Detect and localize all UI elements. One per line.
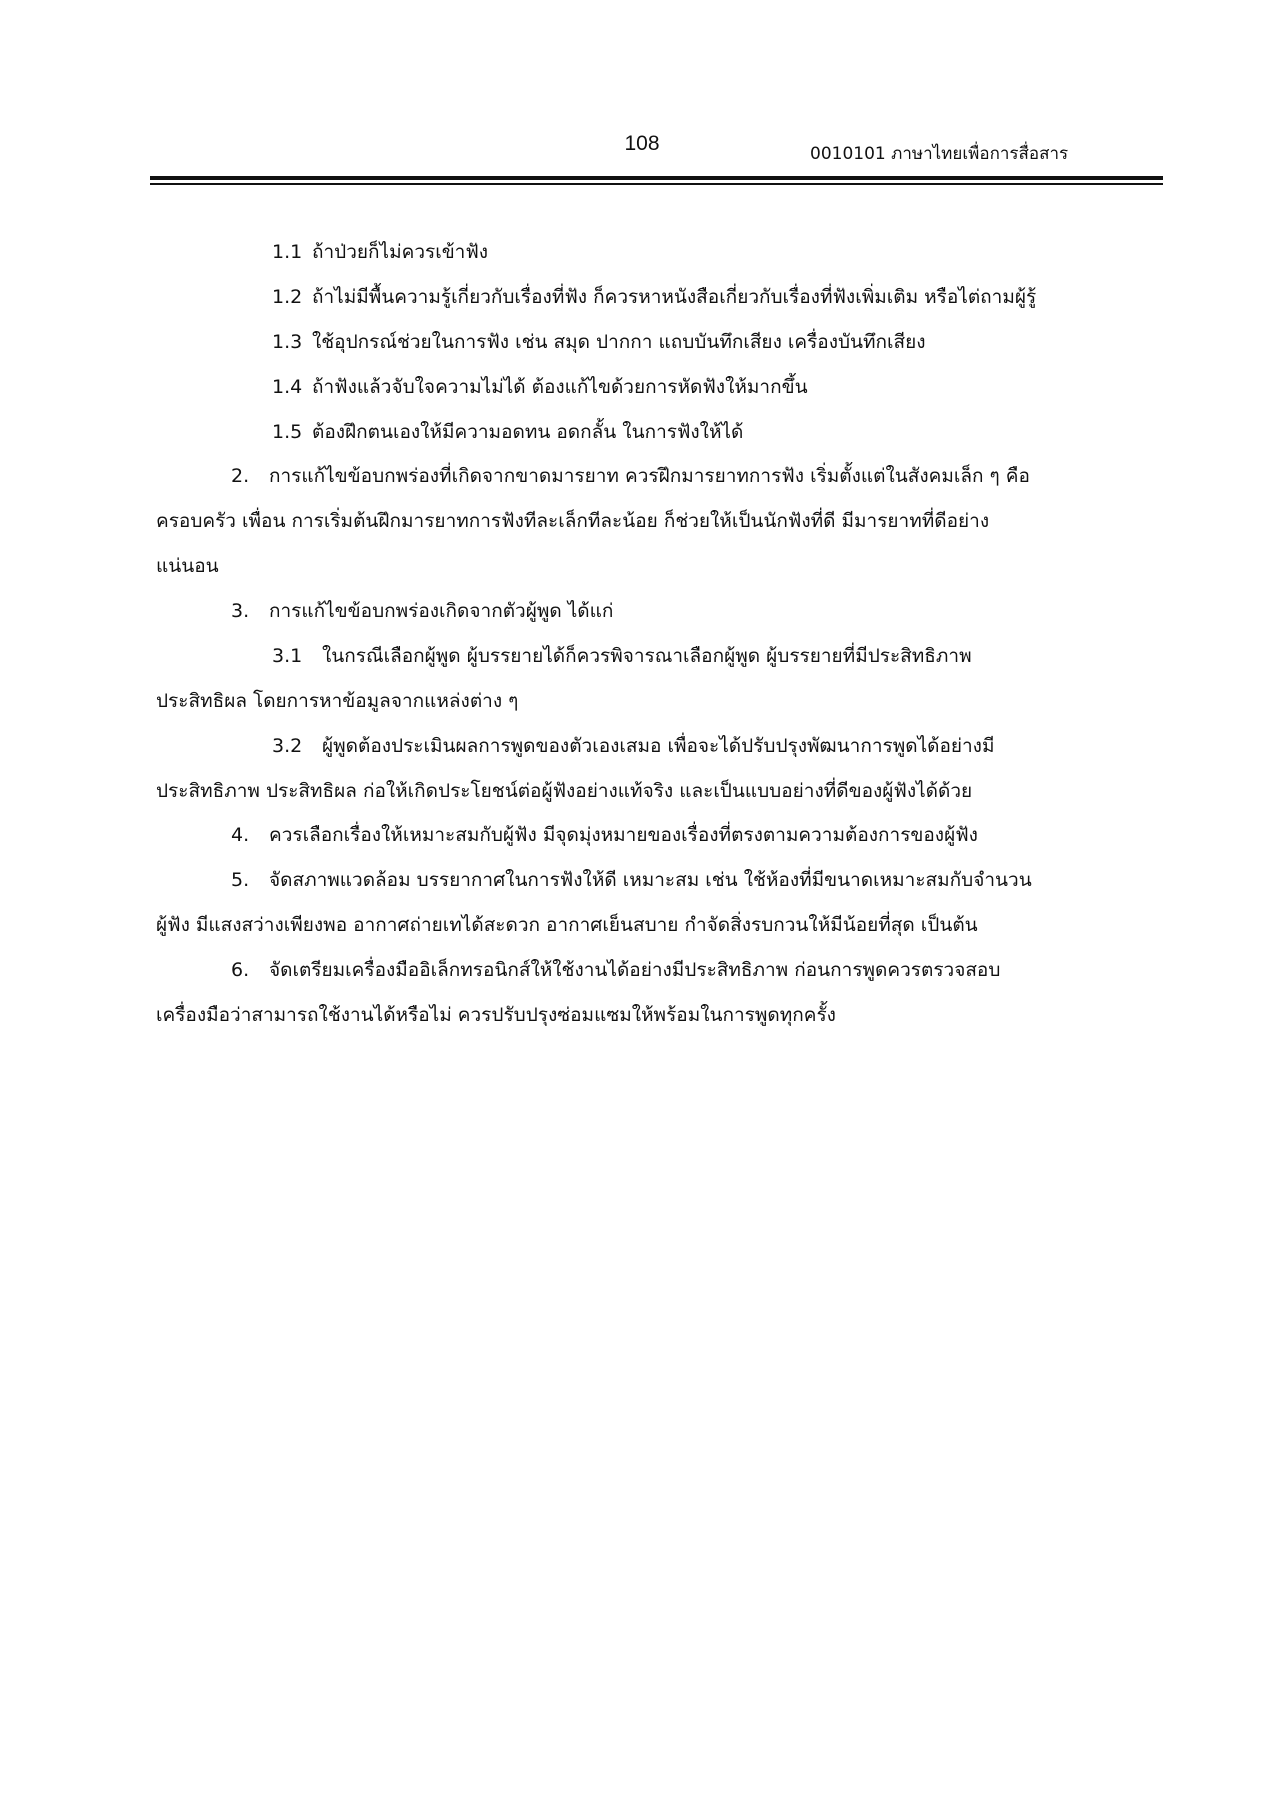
item-text: ถ้าป่วยก็ไม่ควรเข้าฟัง (312, 241, 489, 263)
paragraph-text: ในกรณีเลือกผู้พูด ผู้บรรยายได้ก็ควรพิจารณาเลือกผู้พูด ผู้บรรยายที่มีประสิทธิภาพ (322, 645, 972, 667)
paragraph-3-2-line: ประสิทธิภาพ ประสิทธิผล ก่อให้เกิดประโยชน์ต่อผู้ฟังอย่างแท้จริง และเป็นแบบอย่างที่ดีของผู้ฟังได้ด้วย (156, 780, 973, 802)
list-item (272, 328, 926, 356)
paragraph-text: ผู้พูดต้องประเมินผลการพูดของตัวเองเสมอ เพื่อจะได้ปรับปรุงพัฒนาการพูดได้อย่างมี (322, 735, 995, 757)
item-number: 1.3 (272, 331, 303, 353)
item-number: 3.1 (272, 645, 303, 667)
header-rule-thin (150, 183, 1163, 185)
list-item (272, 238, 488, 266)
paragraph-3-1-line: ประสิทธิผล โดยการหาข้อมูลจากแหล่งต่าง ๆ (156, 690, 519, 712)
item-text: ใช้อุปกรณ์ช่วยในการฟัง เช่น สมุด ปากกา แถบบันทึกเสียง เครื่องบันทึกเสียง (312, 331, 926, 353)
page-number: 108 (624, 132, 660, 155)
paragraph-2-line: แน่นอน (156, 555, 219, 577)
item-number: 6. (231, 959, 250, 981)
item-text: ต้องฝึกตนเองให้มีความอดทน อดกลั้น ในการฟังให้ได้ (312, 421, 744, 443)
paragraph-6-line (231, 956, 1000, 984)
paragraph-5-line: ผู้ฟัง มีแสงสว่างเพียงพอ อากาศถ่ายเทได้สะดวก อากาศเย็นสบาย กำจัดสิ่งรบกวนให้มีน้อยที่สุด เป็นต้น (156, 914, 978, 936)
item-text: ถ้าไม่มีพื้นความรู้เกี่ยวกับเรื่องที่ฟัง ก็ควรหาหนังสือเกี่ยวกับเรื่องที่ฟังเพิ่มเติม หรือไต่ถามผู้รู้ (312, 286, 1037, 308)
paragraph-2-line: ครอบครัว เพื่อน การเริ่มต้นฝึกมารยาทการฟังทีละเล็กทีละน้อย ก็ช่วยให้เป็นนักฟังที่ดี มีมารยาทที่ดีอย่าง (156, 510, 990, 532)
item-number: 1.1 (272, 241, 303, 263)
list-item (272, 373, 808, 401)
item-number: 2. (231, 465, 250, 487)
paragraph-6-line: เครื่องมือว่าสามารถใช้งานได้หรือไม่ ควรปรับปรุงซ่อมแซมให้พร้อมในการพูดทุกครั้ง (156, 1004, 836, 1026)
paragraph-4-line (231, 821, 978, 849)
paragraph-text: จัดเตรียมเครื่องมืออิเล็กทรอนิกส์ให้ใช้งานได้อย่างมีประสิทธิภาพ ก่อนการพูดควรตรวจสอบ (269, 959, 1001, 981)
paragraph-text: การแก้ไขข้อบกพร่องเกิดจากตัวผู้พูด ได้แก่ (269, 600, 614, 622)
list-item (272, 418, 743, 446)
list-item (272, 283, 1036, 311)
item-number: 1.4 (272, 376, 303, 398)
item-number: 1.2 (272, 286, 303, 308)
header-rule-thick (150, 176, 1163, 180)
paragraph-text: การแก้ไขข้อบกพร่องที่เกิดจากขาดมารยาท ควรฝึกมารยาทการฟัง เริ่มตั้งแต่ในสังคมเล็ก ๆ คือ (269, 465, 1030, 487)
paragraph-5-line (231, 866, 1032, 894)
item-number: 5. (231, 869, 250, 891)
paragraph-3-1-line (272, 642, 972, 670)
item-number: 3.2 (272, 735, 303, 757)
item-number: 4. (231, 824, 250, 846)
paragraph-text: จัดสภาพแวดล้อม บรรยากาศในการฟังให้ดี เหมาะสม เช่น ใช้ห้องที่มีขนาดเหมาะสมกับจำนวน (269, 869, 1032, 891)
item-number: 3. (231, 600, 250, 622)
paragraph-3-line (231, 597, 613, 625)
paragraph-3-2-line (272, 732, 994, 760)
paragraph-text: ควรเลือกเรื่องให้เหมาะสมกับผู้ฟัง มีจุดมุ่งหมายของเรื่องที่ตรงตามความต้องการของผู้ฟัง (269, 824, 978, 846)
course-title: 0010101 ภาษาไทยเพื่อการสื่อสาร (810, 144, 1069, 164)
paragraph-2-line (231, 462, 1030, 490)
item-number: 1.5 (272, 421, 303, 443)
item-text: ถ้าฟังแล้วจับใจความไม่ได้ ต้องแก้ไขด้วยการหัดฟังให้มากขึ้น (312, 376, 808, 398)
